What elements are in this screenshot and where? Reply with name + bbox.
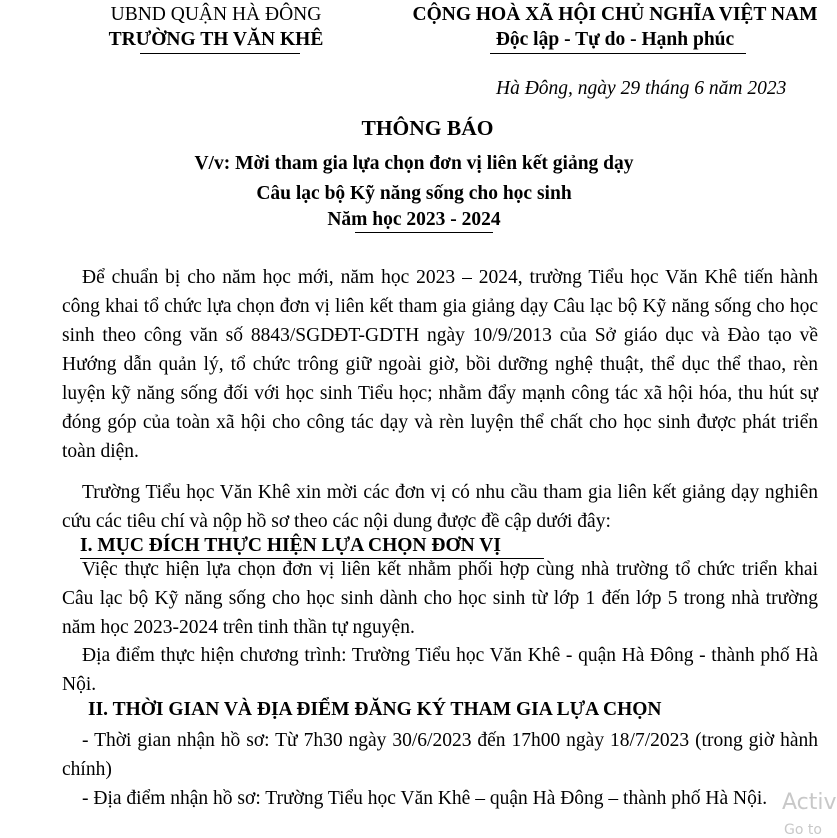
national-header <box>395 2 835 52</box>
paragraph-text: Việc thực hiện lựa chọn đơn vị liên kết nhằm phối hợp cùng nhà trường tổ chức triển khai Câu lạc bộ Kỹ năng sống cho học sinh dành cho học sinh từ lớp 1 đến lớp 5 trong nhà trường năm học 2023-2024 trên tinh thần tự nguyện. <box>62 559 818 638</box>
paragraph-text: - Địa điểm nhận hồ sơ: Trường Tiểu học Văn Khê – quận Hà Đông – thành phố Hà Nội. <box>82 788 768 809</box>
windows-activation-watermark: Activ <box>782 790 837 815</box>
school-name-underline <box>140 53 300 54</box>
subject-line-1: V/v: Mời tham gia lựa chọn đơn vị liên kết giảng dạy <box>194 153 634 174</box>
paragraph-text: Để chuẩn bị cho năm học mới, năm học 2023 – 2024, trường Tiểu học Văn Khê tiến hành công khai tổ chức lựa chọn đơn vị liên kết tham gia giảng dạy Câu lạc bộ Kỹ năng sống cho học sinh theo công văn số 8843/SGDĐT-GDTH ngày 10/9/2013 của Sở giáo dục và Đào tạo về Hướng dẫn quản lý, tổ chức trông giữ ngoài giờ, bồi dưỡng nghệ thuật, thể dục thể thao, rèn luyện kỹ năng sống đối với học sinh Tiểu học; nhằm đẩy mạnh công tác xã hội hóa, thu hút sự đóng góp của toàn xã hội cho công tác dạy và rèn luyện thể chất cho học sinh được phát triển toàn diện. <box>62 267 818 462</box>
subject-line-2: Câu lạc bộ Kỹ năng sống cho học sinh <box>256 183 572 204</box>
section-heading-1: I. MỤC ĐÍCH THỰC HIỆN LỰA CHỌN ĐƠN VỊ <box>80 535 501 556</box>
national-motto: Độc lập - Tự do - Hạnh phúc <box>495 29 735 50</box>
paragraph-text: - Thời gian nhận hồ sơ: Từ 7h30 ngày 30/6/2023 đến 17h00 ngày 18/7/2023 (trong giờ hành chính) <box>62 730 818 780</box>
dateline: Hà Đông, ngày 29 tháng 6 năm 2023 <box>496 78 787 99</box>
org-name: UBND QUẬN HÀ ĐÔNG <box>110 4 322 25</box>
paragraph-intro <box>62 263 818 466</box>
subject-line-3: Năm học 2023 - 2024 <box>327 209 501 230</box>
paragraph-location <box>62 641 818 699</box>
national-title: CỘNG HOÀ XÃ HỘI CHỦ NGHĨA VIỆT NAM <box>412 4 818 25</box>
school-name: TRƯỜNG TH VĂN KHÊ <box>108 29 324 50</box>
paragraph-text: Địa điểm thực hiện chương trình: Trường Tiểu học Văn Khê - quận Hà Đông - thành phố Hà Nội. <box>62 645 818 695</box>
section-heading-2: II. THỜI GIAN VÀ ĐỊA ĐIỂM ĐĂNG KÝ THAM GIA LỰA CHỌN <box>88 699 662 720</box>
issuing-authority <box>96 2 336 52</box>
paragraph-invitation <box>62 478 818 536</box>
paragraph-text: Trường Tiểu học Văn Khê xin mời các đơn vị có nhu cầu tham gia liên kết giảng dạy nghiên cứu các tiêu chí và nộp hồ sơ theo các nội dung được đề cập dưới đây: <box>62 482 818 532</box>
document-subject <box>0 149 828 209</box>
subject-underline <box>355 232 493 233</box>
windows-activation-watermark-sub: Go to <box>784 822 822 838</box>
paragraph-submission-place <box>62 784 818 813</box>
paragraph-time <box>62 726 818 784</box>
motto-underline <box>490 53 746 54</box>
document-title: THÔNG BÁO <box>361 116 494 140</box>
paragraph-purpose <box>62 555 818 642</box>
